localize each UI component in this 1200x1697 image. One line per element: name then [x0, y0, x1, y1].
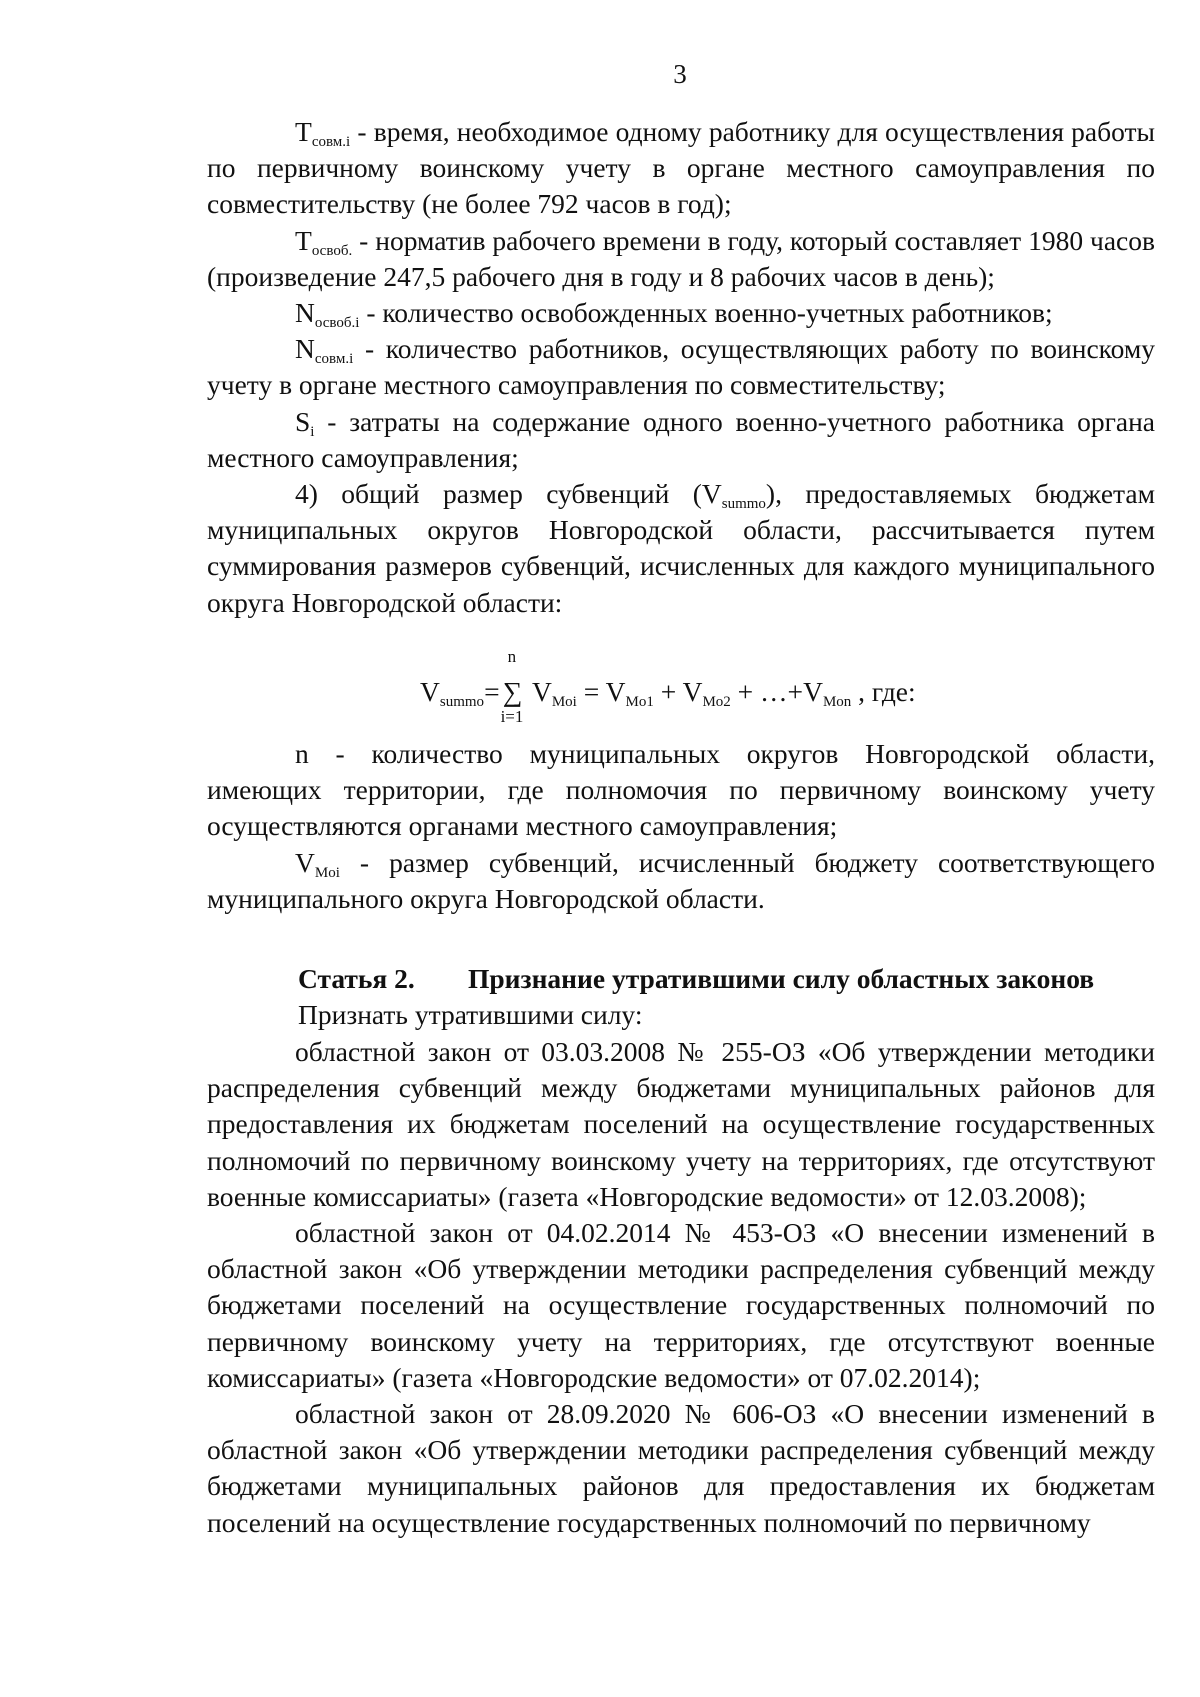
sigma-upper-limit: n [507, 647, 517, 666]
formula-term-subscript: Moi [551, 694, 577, 710]
post-formula-block [207, 736, 1155, 917]
formula-v: V [531, 676, 552, 707]
article-title: Признание утратившими силу областных законов [468, 963, 1095, 994]
def-subscript: Moi [314, 864, 340, 881]
formula-term-subscript: Mo1 [625, 694, 654, 710]
def-n-sovm [207, 331, 1155, 403]
def-text: - затраты на содержание одного военно-учетного работника органа местного самоуправления; [207, 405, 1155, 473]
page-number: 3 [673, 59, 687, 89]
def-text: - размер субвенций, исчисленный бюджету соответствующего муниципального округа Новгородской области. [207, 846, 1155, 914]
def-subscript: совм.i [311, 134, 351, 150]
sigma-glyph: ∑ [502, 676, 523, 707]
def-symbol: T [295, 116, 312, 147]
formula-eq: = [484, 676, 500, 707]
definitions-block [207, 114, 1155, 621]
repealed-law-item: областной закон от 28.09.2020 № 606-ОЗ «О внесении изменений в областной закон «Об утверждении методики распределения субвенций между бюджетами муниципальных районов для предоставления их бюджетам поселений на осуществление государственных полномочий по первичному [207, 1398, 1155, 1538]
def-symbol: S [295, 405, 311, 437]
formula-plus: + V [653, 676, 703, 707]
def-text: - норматив рабочего времени в году, который составляет 1980 часов (произведение 247,5 рабочего дня в году и 8 рабочих часов в день); [207, 224, 1155, 292]
def-subscript: освоб.i [314, 315, 360, 332]
formula-tail: , где: [851, 676, 916, 707]
def-text: - время, необходимое одному работнику для осуществления работы по первичному воинскому учету в органе местного самоуправления по совместительству (не более 792 часов в год); [207, 116, 1155, 220]
article-2-intro: Признать утратившими силу: [298, 999, 643, 1030]
def-symbol: N [295, 333, 315, 365]
item-4-subscript: summo [721, 496, 766, 513]
def-text: - количество работников, осуществляющих работу по воинскому учету в органе местного самоуправления по совместительству; [207, 333, 1155, 401]
repealed-law-item: областной закон от 04.02.2014 № 453-ОЗ «О внесении изменений в областной закон «Об утверждении методики распределения субвенций между бюджетами поселений на осуществление государственных полномочий по первичному воинскому учету на территориях, где отсутствуют военные комиссариаты» (газета «Новгородские ведомости» от 07.02.2014); [207, 1217, 1155, 1393]
sum-formula [420, 647, 980, 732]
def-text: - количество освобожденных военно-учетных работников; [359, 297, 1053, 329]
formula-term-subscript: Mo2 [702, 694, 731, 710]
item-4-paragraph [207, 476, 1155, 621]
def-n-osvob [207, 295, 1155, 331]
formula-v: V [420, 676, 440, 707]
sigma-lower-limit: i=1 [500, 707, 524, 726]
repealed-laws-block [207, 1034, 1155, 1541]
item-4-text-before: 4) общий размер субвенций (V [295, 478, 722, 510]
def-t-sovm [207, 114, 1155, 223]
def-subscript: освоб. [311, 242, 353, 259]
formula-plus: + …+V [730, 676, 823, 707]
formula-eq2: = V [576, 676, 626, 707]
def-subscript: совм.i [314, 351, 354, 368]
sigma-symbol [500, 647, 526, 726]
item-4-text-after: ), предоставляемых бюджетам муниципальных округов Новгородской области, рассчитывается путем суммирования размеров субвенций, исчисленных для каждого муниципального округа Новгородской области: [207, 478, 1155, 618]
article-number: Статья 2. [298, 963, 415, 994]
formula-term-subscript: Mon [822, 694, 852, 710]
formula-lhs-subscript: summo [439, 694, 485, 710]
def-symbol: T [295, 224, 312, 256]
n-definition: n - количество муниципальных округов Новгородской области, имеющих территории, где полномочия по первичному воинскому учету осуществляются органами местного самоуправления; [207, 738, 1155, 842]
def-v-moi [207, 845, 1155, 917]
article-2-heading [298, 961, 1094, 997]
def-symbol: V [295, 846, 315, 878]
def-subscript: i [310, 423, 315, 440]
formula-line [420, 647, 916, 726]
def-symbol: N [295, 297, 315, 329]
repealed-law-item: областной закон от 03.03.2008 № 255-ОЗ «Об утверждении методики распределения субвенций между бюджетами муниципальных районов для предоставления их бюджетам поселений на осуществление государственных полномочий по первичному воинскому учету на территориях, где отсутствуют военные комиссариаты» (газета «Новгородские ведомости» от 12.03.2008); [207, 1036, 1155, 1212]
def-t-osvob [207, 223, 1155, 295]
def-s-i [207, 404, 1155, 476]
